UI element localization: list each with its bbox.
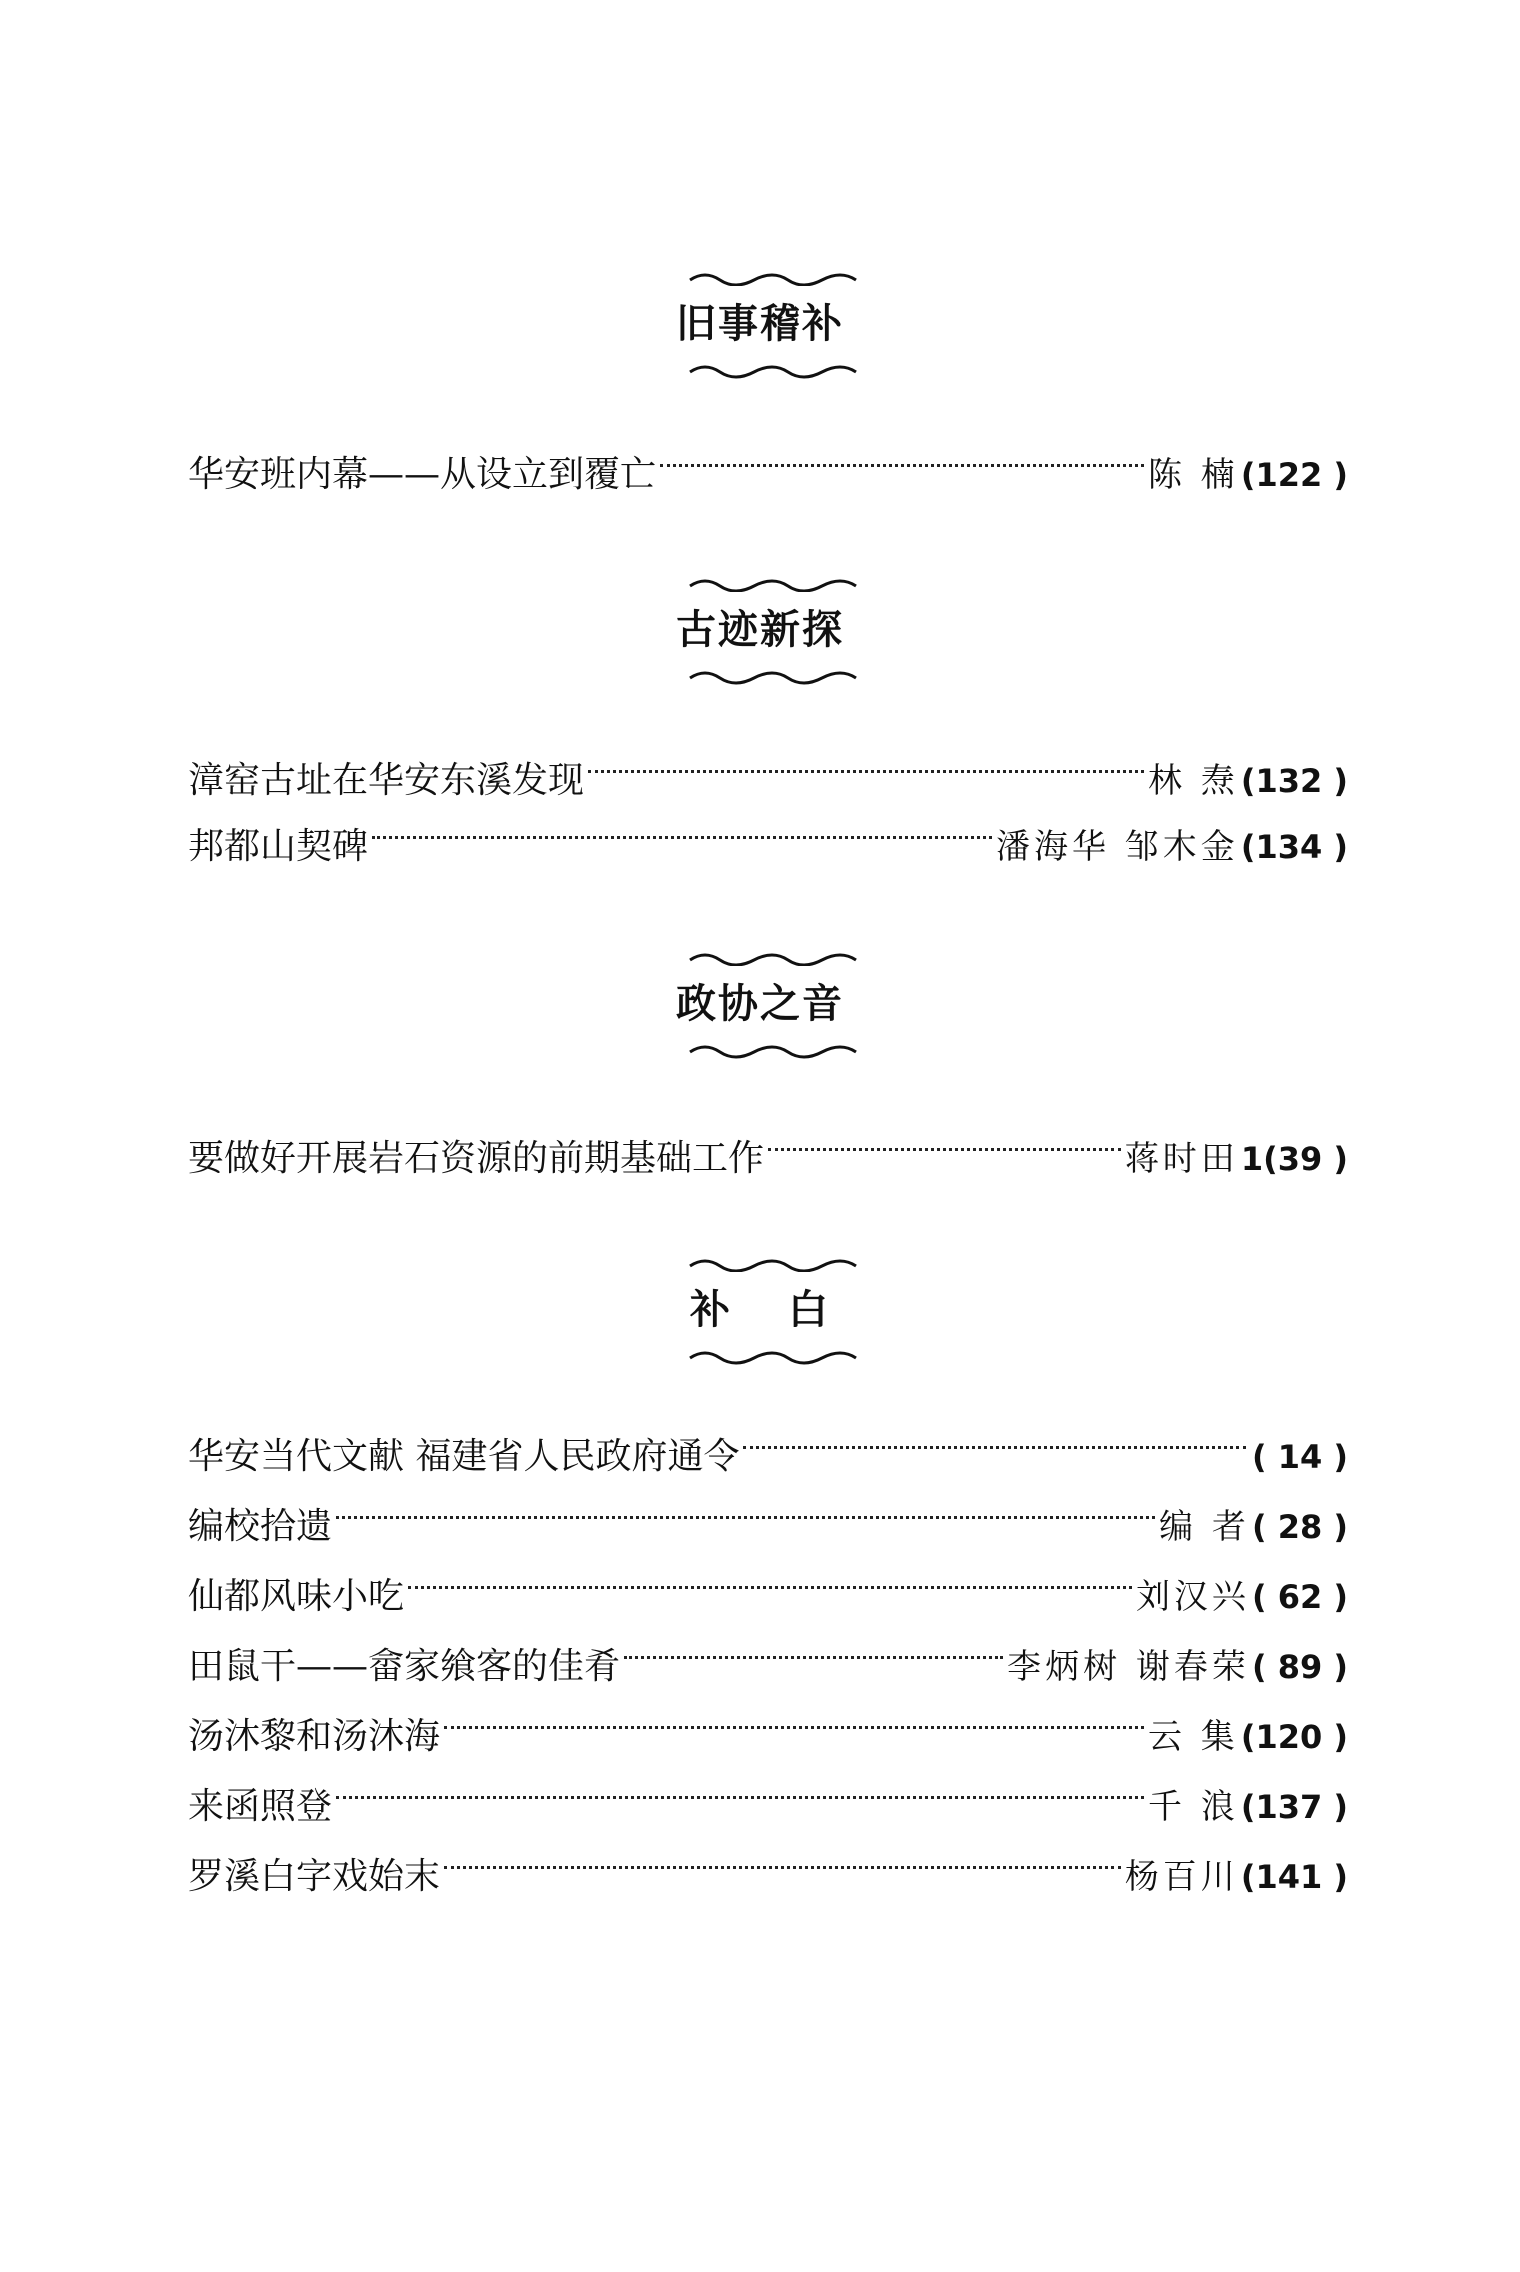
dot-leader bbox=[336, 1760, 1144, 1818]
section-heading: 古迹新探 bbox=[676, 607, 844, 653]
toc-entry[interactable] bbox=[188, 1480, 1348, 1547]
toc-entry[interactable] bbox=[188, 1550, 1348, 1617]
wave-ornament-top bbox=[688, 268, 858, 286]
entry-title: 罗溪白字戏始末 bbox=[188, 1856, 441, 1897]
section-heading: 补 白 bbox=[690, 1287, 830, 1333]
section-heading-block bbox=[0, 1254, 1520, 1374]
wave-ornament-bottom bbox=[688, 362, 858, 380]
entry-title: 邦都山契碑 bbox=[188, 826, 369, 867]
toc-entry[interactable] bbox=[188, 428, 1348, 495]
section-heading-block bbox=[0, 574, 1520, 694]
entry-page: 1(39 ) bbox=[1240, 1140, 1348, 1178]
entry-title: 来函照登 bbox=[188, 1786, 333, 1827]
wave-ornament-top bbox=[688, 574, 858, 592]
wave-ornament-bottom bbox=[688, 668, 858, 686]
section-heading-block bbox=[0, 948, 1520, 1068]
entry-title: 仙都风味小吃 bbox=[188, 1576, 405, 1617]
entry-title: 汤沐黎和汤沐海 bbox=[188, 1716, 441, 1757]
dot-leader bbox=[768, 1112, 1121, 1170]
entry-author: 蒋时田 bbox=[1124, 1139, 1239, 1179]
entry-page: (137 ) bbox=[1240, 1788, 1348, 1826]
dot-leader bbox=[444, 1830, 1121, 1888]
dot-leader bbox=[588, 734, 1144, 792]
toc-entry[interactable] bbox=[188, 1410, 1348, 1477]
entry-title: 要做好开展岩石资源的前期基础工作 bbox=[188, 1138, 765, 1179]
entry-page: ( 62 ) bbox=[1251, 1578, 1348, 1616]
section-heading: 政协之音 bbox=[676, 981, 844, 1027]
toc-entry[interactable] bbox=[188, 734, 1348, 801]
entry-page: (120 ) bbox=[1240, 1718, 1348, 1756]
entry-title: 漳窑古址在华安东溪发现 bbox=[188, 760, 585, 801]
toc-entry[interactable] bbox=[188, 1620, 1348, 1687]
entry-title: 田鼠干——畲家飨客的佳肴 bbox=[188, 1646, 621, 1687]
entry-author: 林 焘 bbox=[1148, 761, 1239, 801]
entry-page: ( 14 ) bbox=[1251, 1438, 1348, 1476]
section-heading-block bbox=[0, 268, 1520, 388]
toc-entry[interactable] bbox=[188, 1112, 1348, 1179]
entry-page: (134 ) bbox=[1240, 828, 1348, 866]
toc-entry[interactable] bbox=[188, 800, 1348, 867]
entry-author: 编 者 bbox=[1159, 1507, 1250, 1547]
wave-ornament-top bbox=[688, 948, 858, 966]
entry-title: 华安当代文献 福建省人民政府通令 bbox=[188, 1436, 740, 1477]
wave-ornament-top bbox=[688, 1254, 858, 1272]
entry-title: 华安班内幕——从设立到覆亡 bbox=[188, 454, 657, 495]
entry-page: (132 ) bbox=[1240, 762, 1348, 800]
entry-author: 李炳树 谢春荣 bbox=[1007, 1647, 1250, 1687]
entry-author: 杨百川 bbox=[1124, 1857, 1239, 1897]
wave-ornament-bottom bbox=[688, 1348, 858, 1366]
dot-leader bbox=[336, 1480, 1155, 1538]
toc-entry[interactable] bbox=[188, 1830, 1348, 1897]
entry-page: ( 89 ) bbox=[1251, 1648, 1348, 1686]
section-heading: 旧事稽补 bbox=[676, 301, 844, 347]
entry-author: 千 浪 bbox=[1148, 1787, 1239, 1827]
entry-author: 陈 楠 bbox=[1148, 455, 1239, 495]
entry-author: 云 集 bbox=[1148, 1717, 1239, 1757]
dot-leader bbox=[444, 1690, 1144, 1748]
dot-leader bbox=[743, 1410, 1245, 1468]
wave-ornament-bottom bbox=[688, 1042, 858, 1060]
dot-leader bbox=[660, 428, 1144, 486]
entry-page: ( 28 ) bbox=[1251, 1508, 1348, 1546]
dot-leader bbox=[372, 800, 992, 858]
toc-entry[interactable] bbox=[188, 1690, 1348, 1757]
entry-author: 潘海华 邹木金 bbox=[996, 827, 1239, 867]
entry-page: (122 ) bbox=[1240, 456, 1348, 494]
toc-entry[interactable] bbox=[188, 1760, 1348, 1827]
dot-leader bbox=[624, 1620, 1003, 1678]
entry-title: 编校拾遗 bbox=[188, 1506, 333, 1547]
dot-leader bbox=[408, 1550, 1132, 1608]
entry-author: 刘汉兴 bbox=[1135, 1577, 1250, 1617]
entry-page: (141 ) bbox=[1240, 1858, 1348, 1896]
